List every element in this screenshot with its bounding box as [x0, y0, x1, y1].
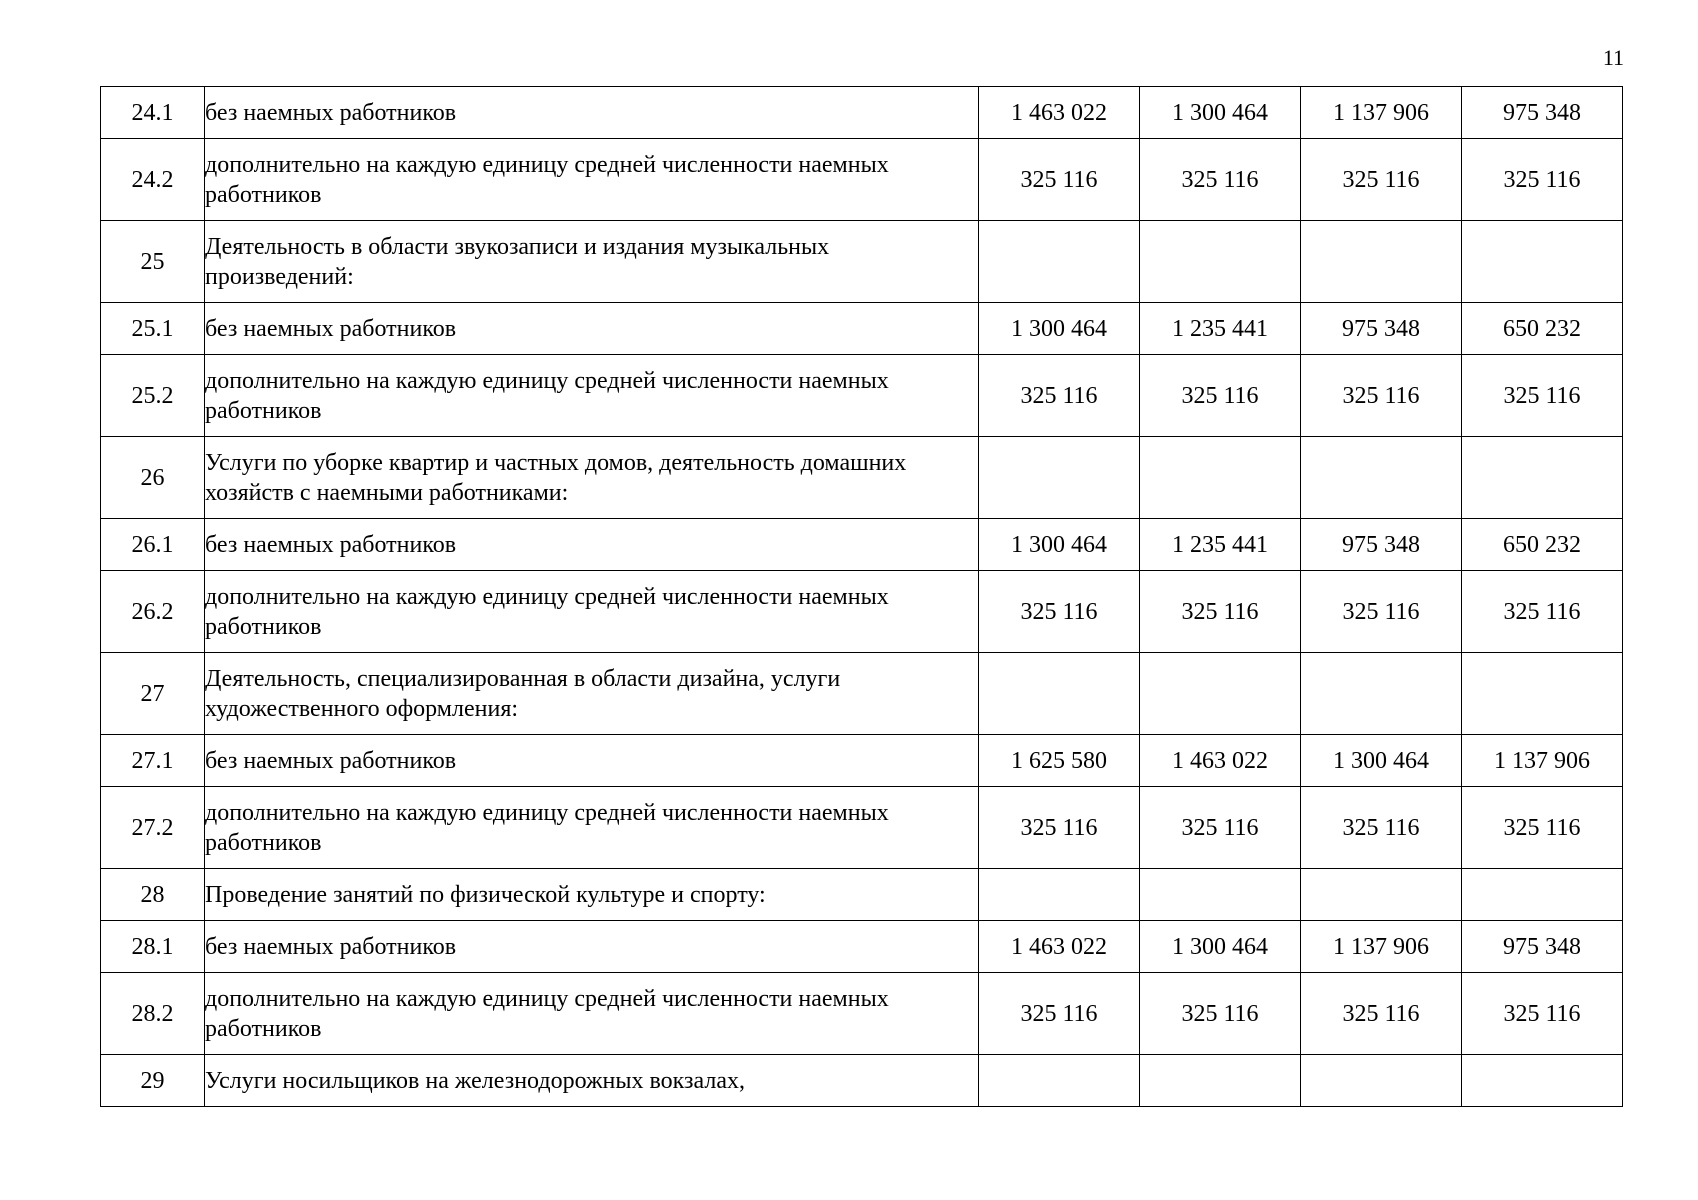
row-value-1: 325 116 — [979, 139, 1140, 221]
row-description: Услуги по уборке квартир и частных домов, деятельность домашних хозяйств с наемными работниками: — [205, 437, 979, 519]
table-row — [101, 519, 1623, 571]
row-value-4: 325 116 — [1462, 139, 1623, 221]
row-number: 27.2 — [101, 787, 205, 869]
row-value-4: 325 116 — [1462, 355, 1623, 437]
row-number: 27 — [101, 653, 205, 735]
row-value-3: 325 116 — [1301, 787, 1462, 869]
row-value-3 — [1301, 869, 1462, 921]
row-value-3: 1 300 464 — [1301, 735, 1462, 787]
row-description: дополнительно на каждую единицу средней численности наемных работников — [205, 973, 979, 1055]
row-value-1: 1 300 464 — [979, 303, 1140, 355]
table-row — [101, 1055, 1623, 1107]
row-description: дополнительно на каждую единицу средней численности наемных работников — [205, 139, 979, 221]
row-value-2: 325 116 — [1140, 973, 1301, 1055]
row-value-3 — [1301, 437, 1462, 519]
row-description: Деятельность, специализированная в области дизайна, услуги художественного оформления: — [205, 653, 979, 735]
row-value-1 — [979, 221, 1140, 303]
row-number: 28.1 — [101, 921, 205, 973]
table-row — [101, 87, 1623, 139]
row-number: 29 — [101, 1055, 205, 1107]
rates-table-body — [101, 87, 1623, 1107]
row-description: без наемных работников — [205, 735, 979, 787]
row-value-2 — [1140, 221, 1301, 303]
row-description: дополнительно на каждую единицу средней численности наемных работников — [205, 787, 979, 869]
table-row — [101, 973, 1623, 1055]
table-row — [101, 355, 1623, 437]
table-row — [101, 653, 1623, 735]
row-value-4 — [1462, 221, 1623, 303]
row-value-2: 1 463 022 — [1140, 735, 1301, 787]
row-value-2: 1 235 441 — [1140, 519, 1301, 571]
row-value-1 — [979, 437, 1140, 519]
row-number: 24.1 — [101, 87, 205, 139]
row-value-2: 325 116 — [1140, 139, 1301, 221]
row-value-4 — [1462, 1055, 1623, 1107]
row-description: без наемных работников — [205, 87, 979, 139]
row-number: 26.1 — [101, 519, 205, 571]
table-row — [101, 437, 1623, 519]
row-number: 24.2 — [101, 139, 205, 221]
row-description: дополнительно на каждую единицу средней численности наемных работников — [205, 355, 979, 437]
row-number: 28 — [101, 869, 205, 921]
row-number: 26 — [101, 437, 205, 519]
rates-table — [100, 86, 1623, 1107]
row-number: 25.2 — [101, 355, 205, 437]
table-row — [101, 869, 1623, 921]
table-row — [101, 303, 1623, 355]
row-value-4 — [1462, 653, 1623, 735]
row-value-3: 1 137 906 — [1301, 921, 1462, 973]
row-value-1: 325 116 — [979, 787, 1140, 869]
table-row — [101, 921, 1623, 973]
row-value-1 — [979, 1055, 1140, 1107]
row-description: Проведение занятий по физической культуре и спорту: — [205, 869, 979, 921]
table-row — [101, 221, 1623, 303]
row-value-1: 1 463 022 — [979, 87, 1140, 139]
page-number: 11 — [1602, 45, 1624, 70]
row-value-2 — [1140, 869, 1301, 921]
row-number: 28.2 — [101, 973, 205, 1055]
row-value-4: 975 348 — [1462, 921, 1623, 973]
row-value-2: 325 116 — [1140, 571, 1301, 653]
row-value-3 — [1301, 653, 1462, 735]
row-value-2 — [1140, 1055, 1301, 1107]
row-value-4: 325 116 — [1462, 571, 1623, 653]
row-value-2: 1 300 464 — [1140, 87, 1301, 139]
row-value-4 — [1462, 869, 1623, 921]
row-number: 26.2 — [101, 571, 205, 653]
row-value-1: 325 116 — [979, 973, 1140, 1055]
row-value-4: 650 232 — [1462, 303, 1623, 355]
row-value-3: 325 116 — [1301, 355, 1462, 437]
row-value-1: 325 116 — [979, 355, 1140, 437]
row-description: дополнительно на каждую единицу средней численности наемных работников — [205, 571, 979, 653]
row-value-3: 325 116 — [1301, 139, 1462, 221]
table-row — [101, 787, 1623, 869]
row-value-4 — [1462, 437, 1623, 519]
row-value-4: 325 116 — [1462, 787, 1623, 869]
row-value-2: 1 235 441 — [1140, 303, 1301, 355]
row-number: 25.1 — [101, 303, 205, 355]
row-value-3: 325 116 — [1301, 973, 1462, 1055]
row-number: 27.1 — [101, 735, 205, 787]
table-row — [101, 139, 1623, 221]
row-value-3 — [1301, 1055, 1462, 1107]
row-value-2: 1 300 464 — [1140, 921, 1301, 973]
row-value-4: 975 348 — [1462, 87, 1623, 139]
table-row — [101, 571, 1623, 653]
row-value-2 — [1140, 653, 1301, 735]
row-value-2: 325 116 — [1140, 355, 1301, 437]
row-description: без наемных работников — [205, 519, 979, 571]
row-value-2 — [1140, 437, 1301, 519]
row-value-1: 1 625 580 — [979, 735, 1140, 787]
row-value-3: 325 116 — [1301, 571, 1462, 653]
row-value-3 — [1301, 221, 1462, 303]
row-description: Деятельность в области звукозаписи и издания музыкальных произведений: — [205, 221, 979, 303]
table-row — [101, 735, 1623, 787]
row-value-2: 325 116 — [1140, 787, 1301, 869]
row-description: без наемных работников — [205, 921, 979, 973]
row-value-1: 1 463 022 — [979, 921, 1140, 973]
row-value-4: 1 137 906 — [1462, 735, 1623, 787]
row-value-3: 975 348 — [1301, 303, 1462, 355]
row-value-4: 325 116 — [1462, 973, 1623, 1055]
row-value-4: 650 232 — [1462, 519, 1623, 571]
row-value-1 — [979, 869, 1140, 921]
row-value-1 — [979, 653, 1140, 735]
row-value-3: 1 137 906 — [1301, 87, 1462, 139]
row-number: 25 — [101, 221, 205, 303]
row-value-1: 325 116 — [979, 571, 1140, 653]
row-description: Услуги носильщиков на железнодорожных вокзалах, — [205, 1055, 979, 1107]
row-description: без наемных работников — [205, 303, 979, 355]
row-value-3: 975 348 — [1301, 519, 1462, 571]
row-value-1: 1 300 464 — [979, 519, 1140, 571]
